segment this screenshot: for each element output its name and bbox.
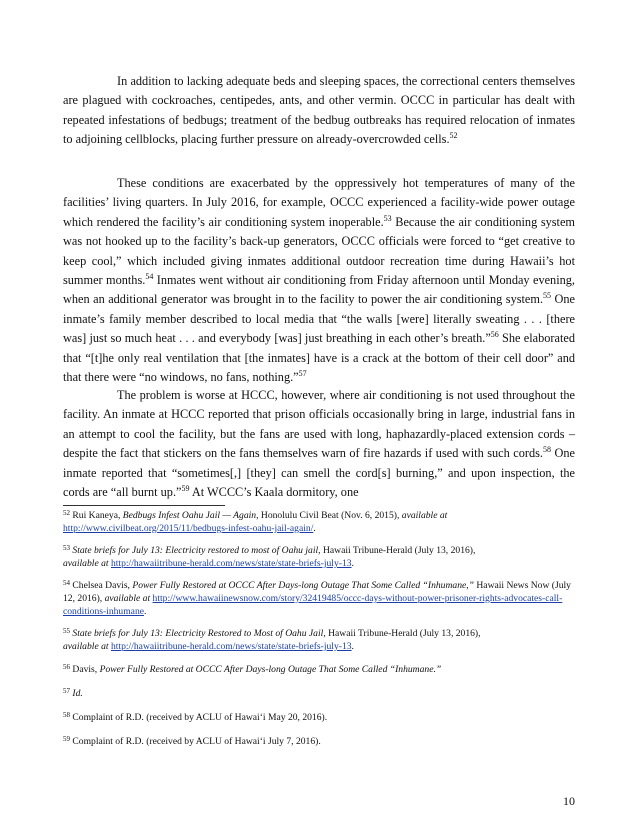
paragraph-text: The problem is worse at HCCC, however, where air conditioning is not used throughout the facility. An inmate at HCCC reported that prison officials occasionally bring in large, industrial fans in an attempt to cool the facility, but the fans are used with long, haphazardly-placed extension cords – despite the fact that stickers on the fans themselves warn of fire hazards if used with such cords. bbox=[63, 388, 575, 461]
footnote-number: 55 bbox=[63, 627, 70, 635]
footnote-text: . bbox=[351, 557, 354, 569]
paragraph-text: She elaborated that “[t]he only real ventilation that [the inmates] have is a crack at the bottom of their cell door” and that there were “no windows, no fans, nothing.” bbox=[63, 331, 575, 385]
footnote-number: 57 bbox=[63, 687, 70, 695]
footnote-text: . bbox=[144, 605, 147, 617]
footnote-available-at: available at bbox=[63, 640, 109, 652]
footnote-text: Hawaii News Now (July 12, 2016), bbox=[63, 580, 571, 604]
footnote-title: Id. bbox=[72, 688, 83, 699]
footnote-58 bbox=[63, 712, 575, 725]
footnote-number: 59 bbox=[63, 735, 70, 743]
footnote-ref[interactable]: 59 bbox=[181, 484, 190, 494]
footnote-number: 52 bbox=[63, 509, 70, 517]
page-number: 10 bbox=[563, 794, 575, 808]
footnote-text: Chelsea Davis, bbox=[70, 580, 133, 591]
paragraph-text: Because the air conditioning system was not hooked up to the facility’s back-up generators, OCCC officials were forced to “get creative to keep cool,” which included giving inmates additional outdoor recreation time during Hawaii’s hot summer months. bbox=[63, 214, 575, 288]
footnote-text: , Hawaii Tribune-Herald (July 13, 2016), bbox=[318, 545, 476, 556]
footnote-text: . bbox=[313, 522, 316, 534]
footnote-available-at: available at bbox=[104, 592, 151, 604]
footnote-52 bbox=[63, 510, 575, 536]
footnote-ref[interactable]: 58 bbox=[543, 445, 551, 455]
paragraph-text: Inmates went without air conditioning from Friday afternoon until Monday evening, when an additional generator was brought in to the facility to power the air conditioning system. bbox=[63, 273, 575, 307]
footnote-title: Power Fully Restored at OCCC After Days-long Outage That Some Called “Inhumane.” bbox=[99, 664, 442, 675]
footnote-number: 53 bbox=[63, 544, 70, 552]
footnote-text: , Hawaii Tribune-Herald (July 13, 2016), bbox=[323, 628, 481, 639]
footnote-number: 56 bbox=[63, 663, 70, 671]
paragraph-text: One inmate’s family member described to local media that “the walls [were] literally sweating . . . [there was] just so much heat . . . and everybody [was] just breathing in each other’s breath.” bbox=[63, 292, 575, 346]
footnote-55 bbox=[63, 628, 575, 654]
footnote-link[interactable]: http://hawaiitribune-herald.com/news/state/state-briefs-july-13 bbox=[110, 640, 352, 652]
footnote-ref[interactable]: 52 bbox=[449, 131, 458, 141]
footnote-title: State briefs for July 13: Electricity restored to most of Oahu jail bbox=[72, 545, 319, 556]
footnote-ref[interactable]: 53 bbox=[383, 213, 392, 223]
footnote-ref[interactable]: 57 bbox=[298, 369, 307, 379]
footnote-available-at: available at bbox=[63, 557, 109, 569]
footnote-title: Power Fully Restored at OCCC After Days-long Outage That Some Called “Inhumane,” bbox=[132, 580, 474, 591]
footnote-ref[interactable]: 56 bbox=[490, 330, 499, 340]
footnote-53 bbox=[63, 545, 575, 571]
footnote-title: State briefs for July 13: Electricity Restored to Most of Oahu Jail bbox=[72, 628, 324, 639]
footnote-available-at: available at bbox=[401, 510, 448, 521]
footnote-number: 58 bbox=[63, 711, 70, 719]
footnote-link[interactable]: http://hawaiitribune-herald.com/news/state/state-briefs-july-13 bbox=[110, 557, 352, 569]
paragraph-vermin bbox=[63, 72, 575, 150]
footnote-54 bbox=[63, 580, 575, 618]
paragraph-text: One inmate reported that “sometimes[,] [they] can smell the cord[s] burning,” and upon inspection, the cords are “all burnt up.” bbox=[63, 446, 575, 500]
footnote-59 bbox=[63, 736, 575, 749]
paragraph-heat bbox=[63, 174, 575, 387]
footnote-57 bbox=[63, 688, 575, 701]
footnote-56 bbox=[63, 664, 575, 677]
footnote-text: Davis, bbox=[70, 664, 100, 675]
paragraph-text: In addition to lacking adequate beds and sleeping spaces, the correctional centers themselves are plagued with cockroaches, centipedes, ants, and other vermin. OCCC in particular has dealt with repeated infestations of bedbugs; treatment of the bedbug outbreaks has required relocation of inmates to adjoining cellblocks, placing further pressure on already-overcrowded cells. bbox=[63, 74, 575, 147]
paragraph-hccc bbox=[63, 386, 575, 502]
footnote-text: , Honolulu Civil Beat (Nov. 6, 2015), bbox=[256, 510, 402, 521]
footnote-text: Complaint of R.D. (received by ACLU of Hawai‘i May 20, 2016). bbox=[70, 712, 328, 723]
footnote-link[interactable]: http://www.civilbeat.org/2015/11/bedbugs-infest-oahu-jail-again/ bbox=[63, 522, 314, 534]
footnote-ref[interactable]: 54 bbox=[145, 272, 154, 282]
paragraph-text: At WCCC’s Kaala dormitory, one bbox=[189, 485, 359, 500]
footnote-number: 54 bbox=[63, 579, 70, 587]
footnote-separator bbox=[63, 505, 225, 506]
footnote-title: Bedbugs Infest Oahu Jail — Again bbox=[122, 510, 257, 521]
footnote-link[interactable]: http://www.hawaiinewsnow.com/story/32419485/occc-days-without-power-prisoner-rights-advocates-call-conditions-inhumane bbox=[63, 592, 563, 617]
footnote-text: Rui Kaneya, bbox=[70, 510, 123, 521]
footnote-text: . bbox=[351, 640, 354, 652]
footnote-text: Complaint of R.D. (received by ACLU of Hawai‘i July 7, 2016). bbox=[70, 736, 321, 747]
paragraph-text: These conditions are exacerbated by the oppressively hot temperatures of many of the facilities’ living quarters. In July 2016, for example, OCCC experienced a facility-wide power outage which rendered the facility’s air conditioning system inoperable. bbox=[63, 176, 575, 229]
footnote-ref[interactable]: 55 bbox=[543, 291, 552, 301]
